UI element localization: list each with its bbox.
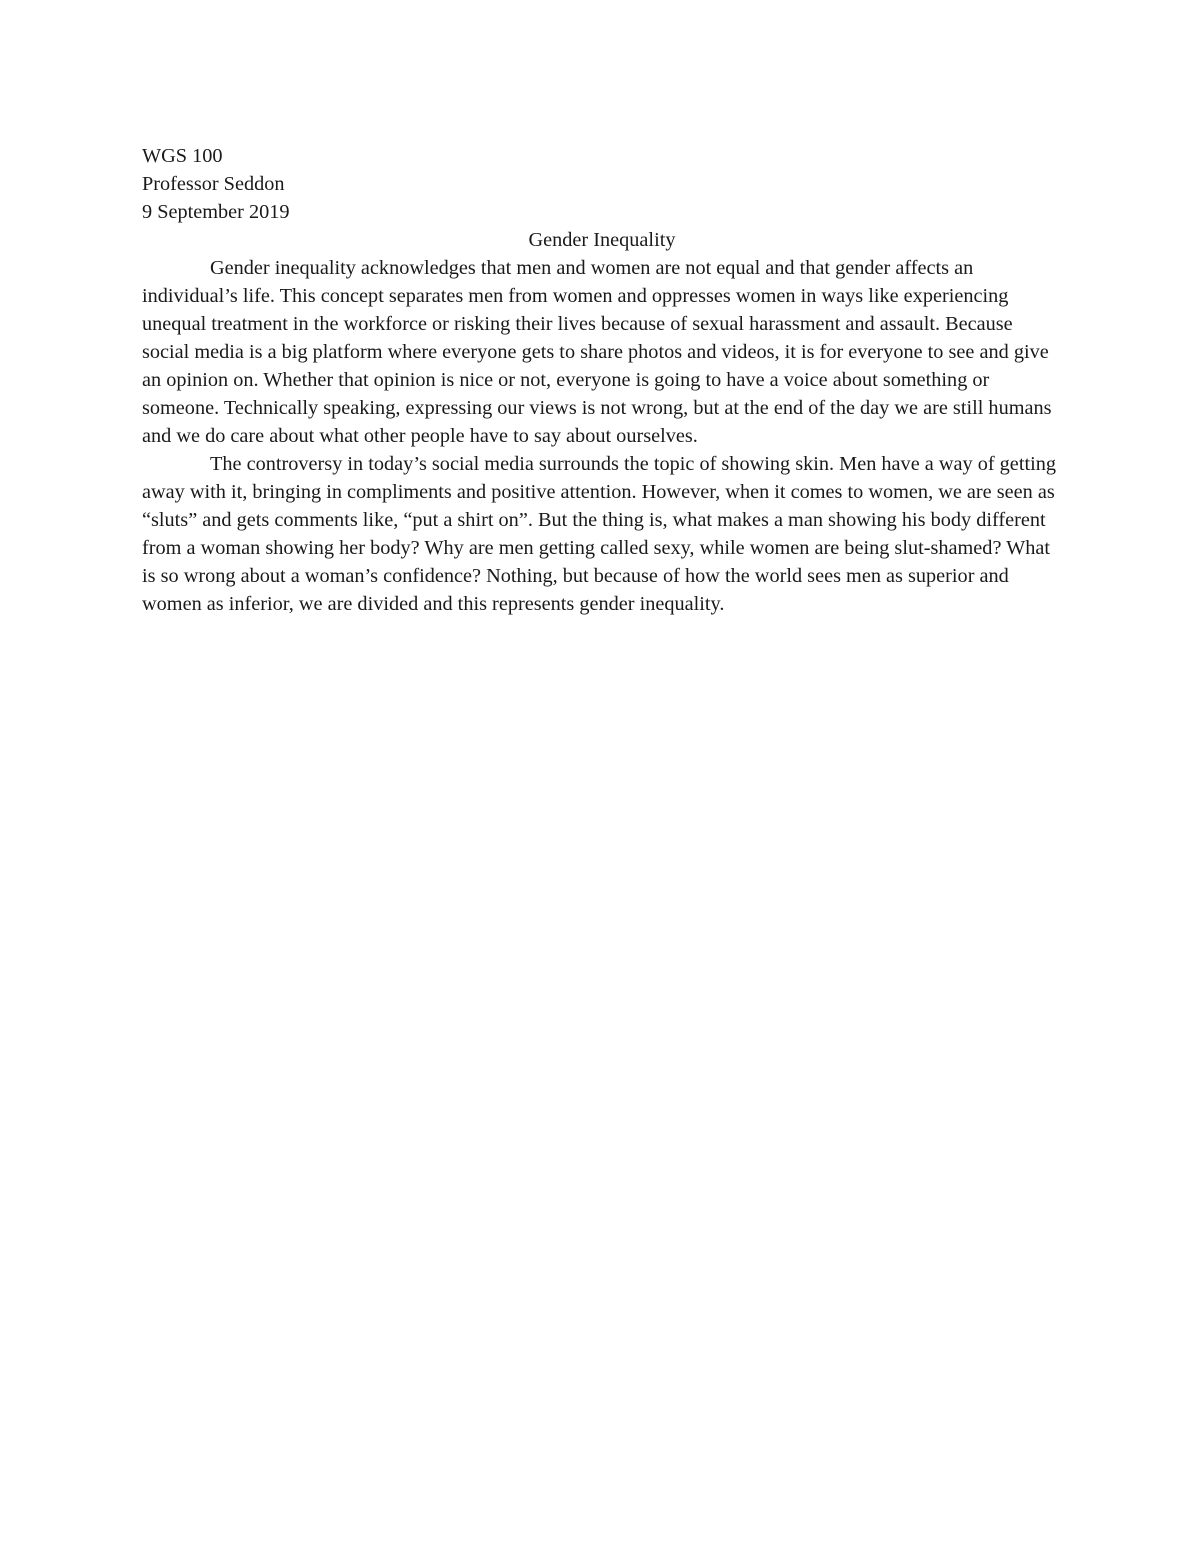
essay-body [142, 142, 1062, 618]
paragraph-2: The controversy in today’s social media surrounds the topic of showing skin. Men have a way of getting away with it, bringing in compliments and positive attention. However, when it comes to women, we are seen as “sluts” and gets comments like, “put a shirt on”. But the thing is, what makes a man showing his body different from a woman showing her body? Why are men getting called sexy, while women are being slut-shamed? What is so wrong about a woman’s confidence? Nothing, but because of how the world sees men as superior and women as inferior, we are divided and this represents gender inequality. [142, 453, 1056, 615]
professor-name: Professor Seddon [142, 173, 285, 195]
essay-date: 9 September 2019 [142, 201, 290, 223]
essay-title: Gender Inequality [528, 229, 676, 251]
paragraph-1: Gender inequality acknowledges that men and women are not equal and that gender affects an individual’s life. This concept separates men from women and oppresses women in ways like experiencing unequal treatment in the workforce or risking their lives because of sexual harassment and assault. Because social media is a big platform where everyone gets to share photos and videos, it is for everyone to see and give an opinion on. Whether that opinion is nice or not, everyone is going to have a voice about something or someone. Technically speaking, expressing our views is not wrong, but at the end of the day we are still humans and we do care about what other people have to say about ourselves. [142, 257, 1052, 447]
course-name: WGS 100 [142, 145, 223, 167]
